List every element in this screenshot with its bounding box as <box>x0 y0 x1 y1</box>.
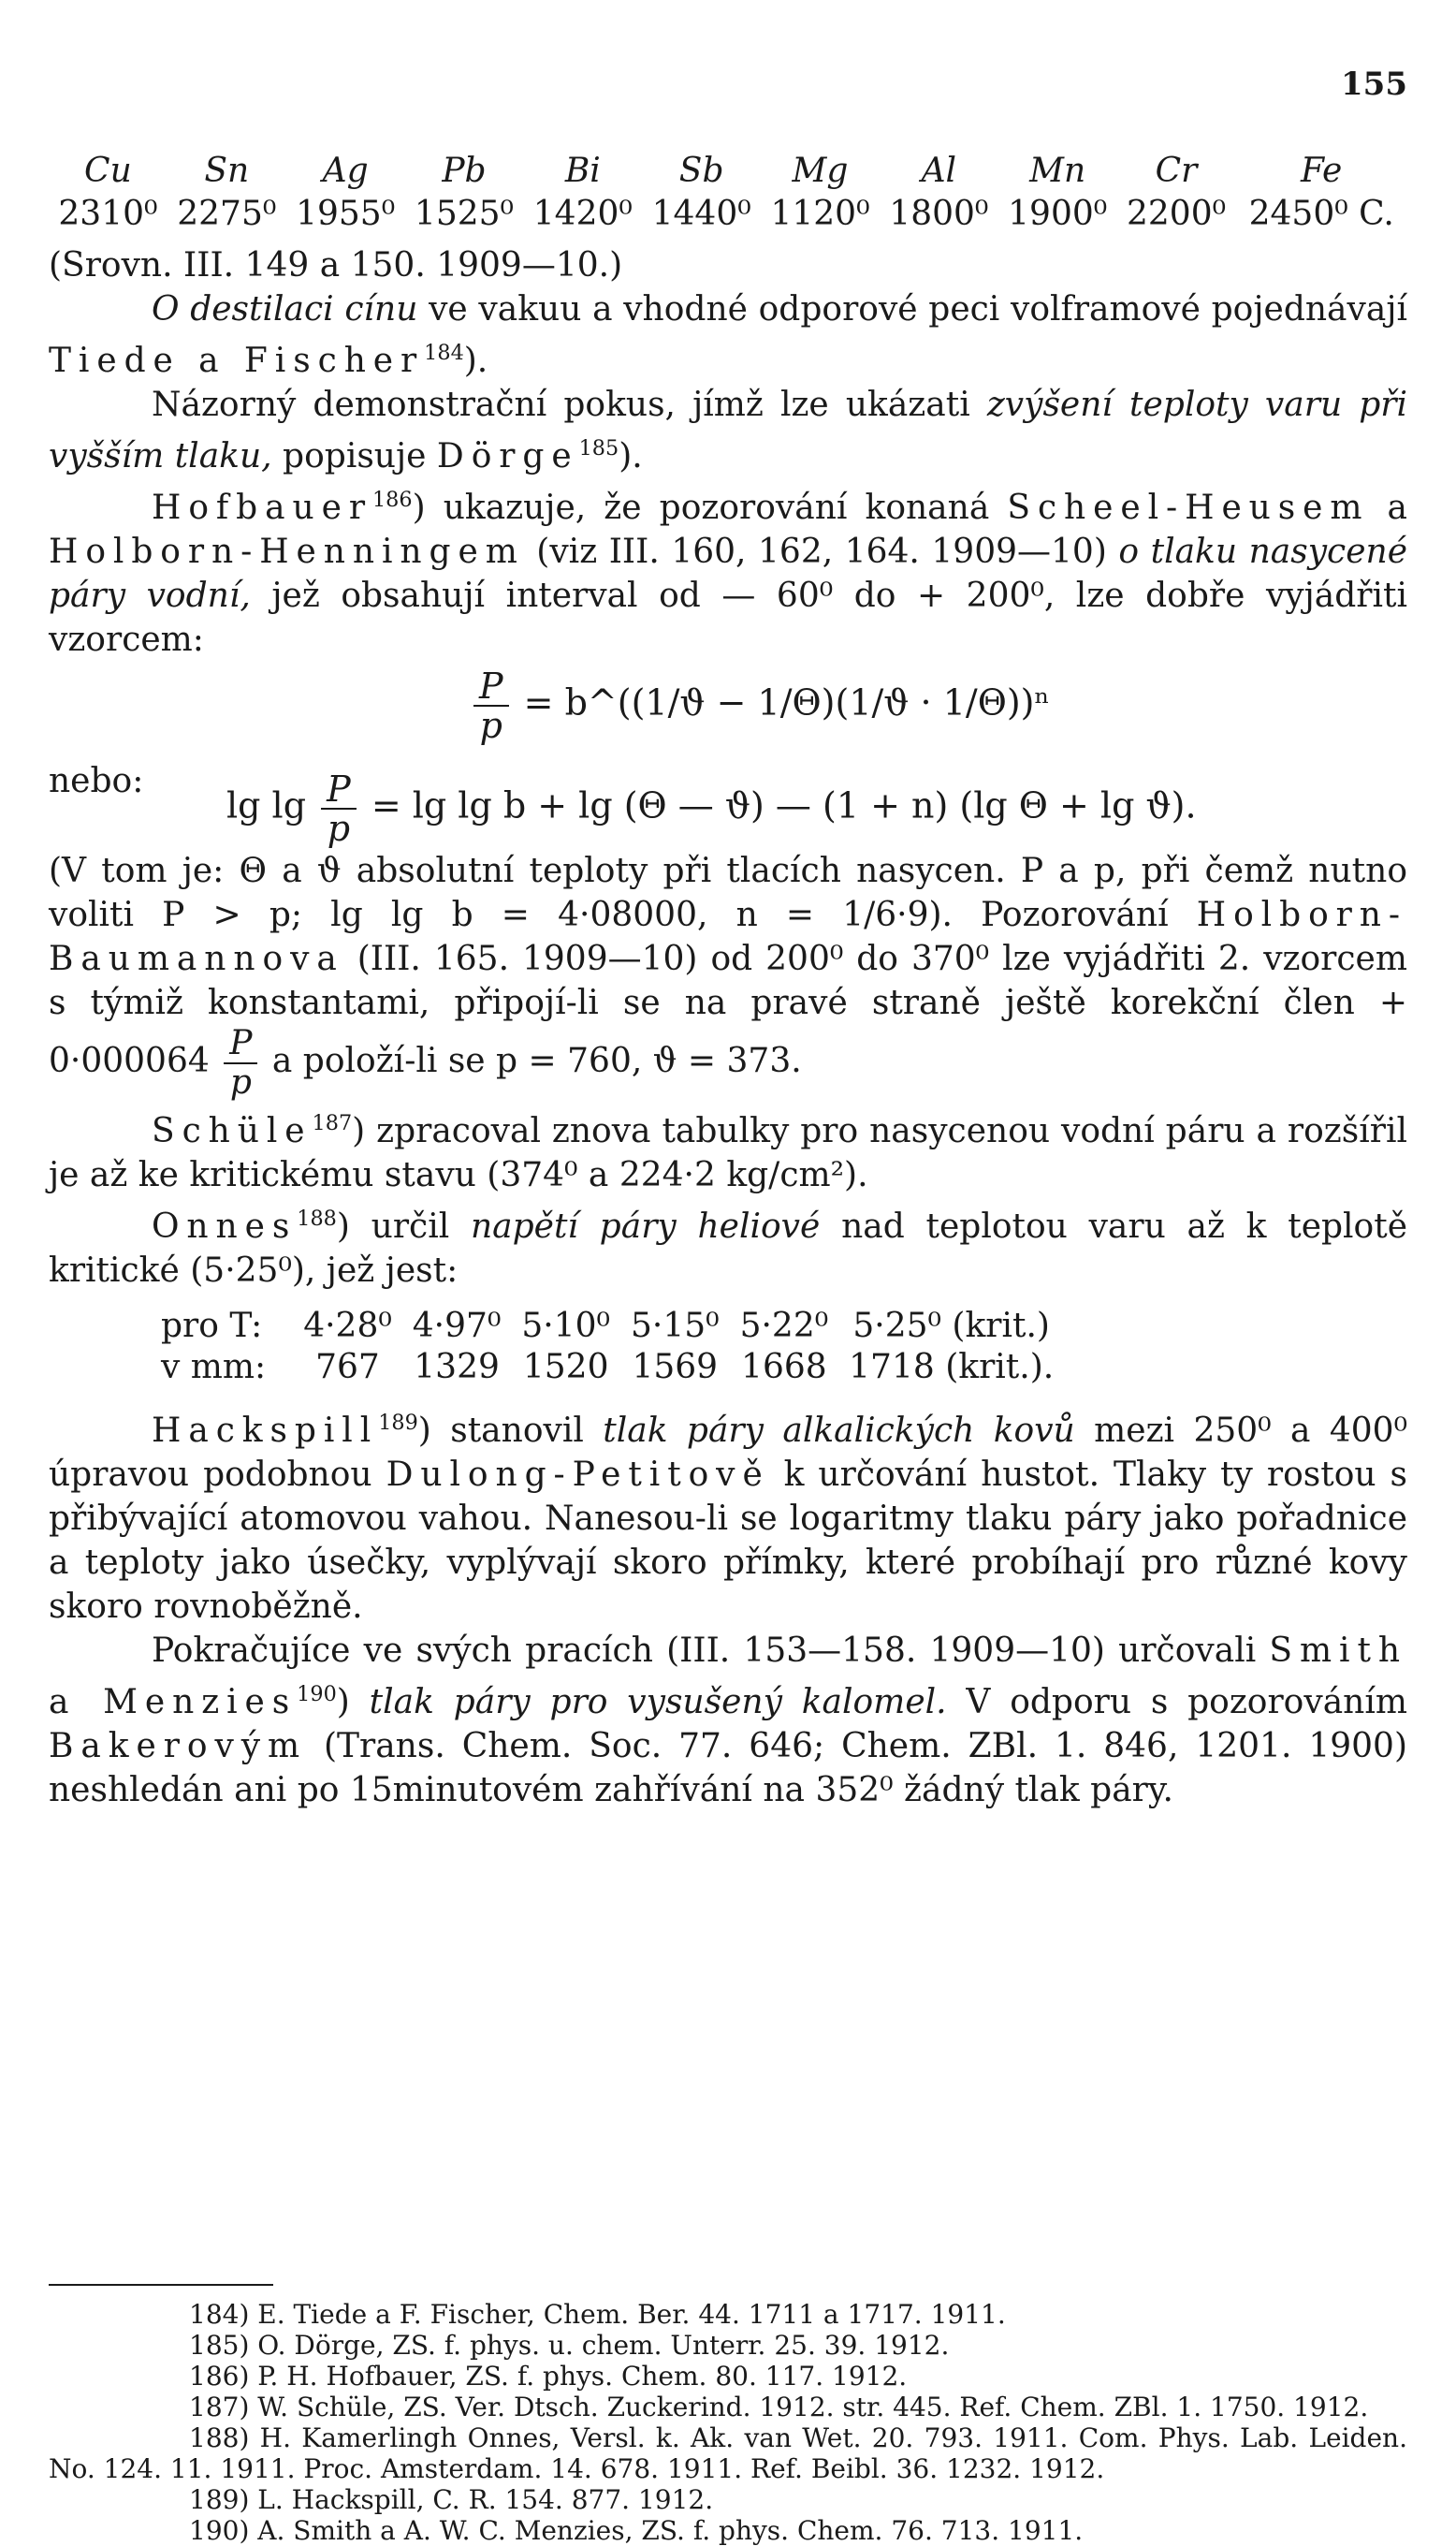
author-name: Tiede a Fischer <box>49 342 425 380</box>
onnes-row-temp <box>161 1306 1074 1347</box>
italic-phrase: napětí páry heliové <box>470 1207 821 1246</box>
footnote: 185) O. Dörge, ZS. f. phys. u. chem. Unterr. 25. 39. 1912. <box>189 2330 950 2361</box>
fraction-denominator: p <box>327 808 351 849</box>
footnote-ref: 190 <box>297 1682 337 1706</box>
formula-1 <box>470 667 1050 744</box>
author-name: Hackspill <box>152 1412 379 1450</box>
fraction <box>224 1025 257 1102</box>
text-run: ) určil <box>336 1207 471 1246</box>
footnotes <box>49 2299 1407 2546</box>
text-run: (V tom je: Θ a ϑ absolutní teploty při tlacích nasycen. P a p, při čemž nutno voliti P > p; lg lg b = 4·08000, n = 1/6·9). Pozorování <box>49 852 1407 934</box>
metal-symbol: Sn <box>204 152 250 190</box>
footnote: 187) W. Schüle, ZS. Ver. Dtsch. Zuckerind. 1912. str. 445. Ref. Chem. ZBl. 1. 1750. 1912. <box>189 2392 1369 2422</box>
author-name: Hofbauer <box>152 489 372 527</box>
author-name: Schüle <box>152 1112 313 1150</box>
text-run: (III. 165. 1909—10) od 200⁰ do 370⁰ lze vyjádřiti 2. vzorcem s týmiž konstantami, připojí-li se na pravé straně ještě korekční člen + 0·000064 <box>49 940 1407 1080</box>
footnote: 189) L. Hackspill, C. R. 154. 877. 1912. <box>189 2484 714 2515</box>
metal-symbol: Mn <box>1029 152 1086 190</box>
paragraph-smith-menzies <box>49 1629 1407 1812</box>
table-cell: 1569 <box>632 1348 719 1386</box>
metal-temp: 2275⁰ <box>177 195 277 233</box>
metal-symbol: Mg <box>792 152 849 190</box>
text-run: ). <box>619 437 643 476</box>
author-name: Bakerovým <box>49 1727 308 1765</box>
nebo-label: nebo: <box>49 762 144 800</box>
metal-temps-row <box>49 193 1407 236</box>
footnote: 186) P. H. Hofbauer, ZS. f. phys. Chem. 80. 117. 1912. <box>189 2361 908 2392</box>
footnote-ref: 186 <box>371 488 413 512</box>
fraction <box>321 770 357 847</box>
metal-symbol: Fe <box>1301 152 1343 190</box>
srovn-note: (Srovn. III. 149 a 150. 1909—10.) <box>49 246 623 285</box>
text-run: ) stanovil <box>417 1412 604 1450</box>
table-cell: 1718 (krit.). <box>849 1348 1055 1386</box>
metal-temp: 2450⁰ C. <box>1248 195 1394 233</box>
fraction-numerator: P <box>321 770 357 810</box>
metal-temp: 1120⁰ <box>770 195 870 233</box>
formula-2 <box>226 770 1197 847</box>
metal-symbol: Pb <box>442 152 487 190</box>
text-run: Pokračujíce ve svých pracích (III. 153—158. 1909—10) určovali <box>152 1631 1270 1670</box>
text-run: ). <box>463 342 488 380</box>
text-run: ) ukazuje, že pozorování konaná <box>412 489 1008 527</box>
metal-symbol: Ag <box>322 152 369 190</box>
metal-boiling-table <box>49 150 1407 236</box>
table-cell: 767 <box>315 1348 380 1386</box>
text-run: (viz III. 160, 162, 164. 1909—10) <box>524 533 1119 571</box>
row-label: v mm: <box>161 1348 267 1386</box>
text-run: popisuje <box>271 437 437 476</box>
row-label: pro T: <box>161 1307 263 1345</box>
author-name: Dörge <box>436 437 579 476</box>
metal-temp: 2200⁰ <box>1126 195 1227 233</box>
metal-temp: 1800⁰ <box>889 195 989 233</box>
text-run: Názorný demonstrační pokus, jímž lze ukázati <box>152 386 987 424</box>
table-cell: 1668 <box>741 1348 827 1386</box>
text-run: a položí-li se p = 760, ϑ = 373. <box>261 1042 802 1080</box>
italic-phrase: O destilaci cínu <box>152 290 418 329</box>
text-run: a <box>1369 489 1408 527</box>
footnote-ref: 189 <box>378 1411 418 1435</box>
footnote: 188) H. Kamerlingh Onnes, Versl. k. Ak. van Wet. 20. 793. 1911. Com. Phys. Lab. Leiden. No. 124. 11. 1911. Proc. Amsterdam. 14. 678. 1911. Ref. Beibl. 36. 1232. 1912. <box>49 2422 1407 2484</box>
onnes-row-pressure <box>161 1347 1074 1388</box>
footnote-ref: 188 <box>297 1207 337 1231</box>
metal-symbol: Sb <box>678 152 724 190</box>
paragraph-hackspill <box>49 1401 1407 1629</box>
metal-symbols-row <box>49 150 1407 193</box>
metal-symbol: Bi <box>564 152 601 190</box>
author-name: Holborn-Henningem <box>49 533 525 571</box>
footnote: 190) A. Smith a A. W. C. Menzies, ZS. f. phys. Chem. 76. 713. 1911. <box>189 2515 1084 2546</box>
fraction-numerator: P <box>473 667 509 707</box>
author-name: Scheel-Heusem <box>1007 489 1370 527</box>
onnes-helium-table <box>161 1306 1074 1388</box>
italic-phrase: tlak páry alkalických kovů <box>603 1412 1075 1450</box>
text-run: ) zpracoval znova tabulky pro nasycenou vodní páru a rozšířil je až ke kritickému stavu (374⁰ a 224·2 kg/cm²). <box>49 1112 1407 1194</box>
metal-temp: 1955⁰ <box>296 195 396 233</box>
fraction-denominator: p <box>229 1063 252 1102</box>
metal-temp: 1440⁰ <box>651 195 751 233</box>
table-cell: 5·25⁰ (krit.) <box>852 1307 1050 1345</box>
metal-symbol: Al <box>921 152 957 190</box>
fraction <box>473 667 509 744</box>
text-run: ve vakuu a vhodné odporové peci volframové pojednávají <box>417 290 1407 329</box>
metal-temp: 2310⁰ <box>58 195 158 233</box>
table-cell: 1329 <box>414 1348 500 1386</box>
table-cell: 4·97⁰ <box>412 1307 502 1345</box>
fraction-denominator: p <box>479 705 502 746</box>
text-run: k určování hustot. Tlaky ty rostou s přibývající atomovou vahou. Nanesou-li se logaritmy tlaku páry jako pořadnice a teploty jako úsečky, vyplývají skoro přímky, které probíhají pro různé kovy skoro rovnoběžně. <box>49 1456 1407 1626</box>
formula-block <box>49 666 1407 849</box>
author-name: Dulong-Petitově <box>386 1456 770 1494</box>
italic-phrase: o tlaku nasycené páry vodní, <box>49 533 1408 615</box>
fraction-numerator: P <box>224 1025 257 1064</box>
author-name: Holborn-Baumannova <box>49 896 1407 978</box>
italic-phrase: tlak páry pro vysušený kalomel. <box>369 1683 947 1721</box>
footnote-ref: 185 <box>578 436 619 461</box>
paragraph-dorge <box>49 383 1407 478</box>
footnote-divider <box>49 2284 273 2286</box>
text-run: (Trans. Chem. Soc. 77. 646; Chem. ZBl. 1. 846, 1201. 1900) neshledán ani po 15minutovém zahřívání na 352⁰ žádný tlak páry. <box>49 1727 1407 1809</box>
text-run: mezi 250⁰ a 400⁰ úpravou podobnou <box>49 1412 1408 1494</box>
text-run: V odporu s pozorováním <box>946 1683 1407 1721</box>
table-cell: 5·15⁰ <box>630 1307 720 1345</box>
metal-symbol: Cr <box>1155 152 1198 190</box>
metal-symbol: Cu <box>84 152 132 190</box>
paragraph-constants <box>49 849 1407 1102</box>
formula-2-lhs: lg lg <box>226 784 307 827</box>
main-text <box>49 150 1407 1812</box>
formula-1-rhs: = b^((1/ϑ − 1/Θ)(1/ϑ · 1/Θ))ⁿ <box>523 681 1050 724</box>
footnote-ref: 184 <box>424 341 464 365</box>
table-cell: 5·10⁰ <box>521 1307 610 1345</box>
table-cell: 4·28⁰ <box>303 1307 392 1345</box>
text-run: ) <box>336 1683 370 1721</box>
paragraph-onnes <box>49 1197 1407 1293</box>
metal-temp: 1525⁰ <box>414 195 514 233</box>
table-cell: 5·22⁰ <box>739 1307 829 1345</box>
page-number: 155 <box>1341 66 1407 103</box>
footnote: 184) E. Tiede a F. Fischer, Chem. Ber. 44. 1711 a 1717. 1911. <box>189 2299 1006 2330</box>
paragraph-schule <box>49 1102 1407 1197</box>
metal-temp: 1420⁰ <box>532 195 633 233</box>
footnote-ref: 187 <box>312 1111 353 1135</box>
formula-2-rhs: = lg lg b + lg (Θ — ϑ) — (1 + n) (lg Θ + lg ϑ). <box>371 784 1197 827</box>
italic-phrase: zvýšení teploty varu při vyšším tlaku, <box>49 386 1407 476</box>
paragraph-hofbauer <box>49 478 1407 662</box>
author-name: Smith a Menzies <box>49 1631 1407 1721</box>
paragraph-destilace <box>49 287 1407 383</box>
table-cell: 1520 <box>522 1348 609 1386</box>
text-run: jež obsahují interval od — 60⁰ do + 200⁰, lze dobře vyjádřiti vzorcem: <box>49 577 1408 659</box>
text-run: nad teplotou varu až k teplotě kritické (5·25⁰), jež jest: <box>49 1207 1407 1290</box>
metal-temp: 1900⁰ <box>1008 195 1108 233</box>
author-name: Onnes <box>152 1207 298 1246</box>
